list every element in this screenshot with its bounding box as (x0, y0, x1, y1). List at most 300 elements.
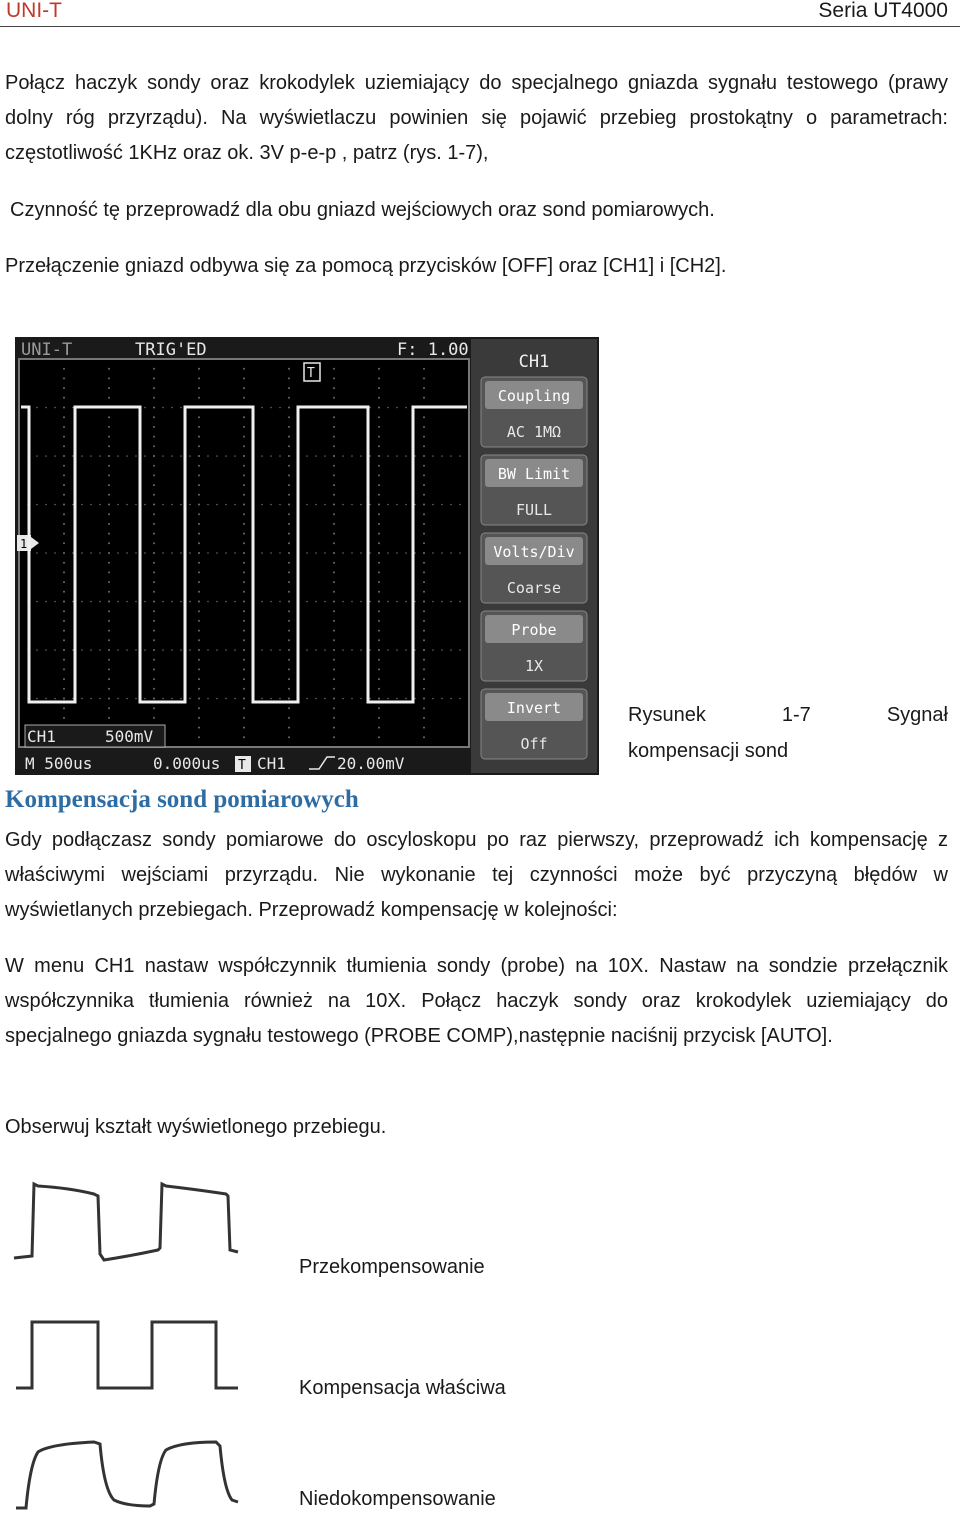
grid-dot (423, 581, 425, 583)
grid-dot (108, 542, 110, 544)
grid-dot (288, 465, 290, 467)
grid-dot (153, 426, 155, 428)
grid-dot (261, 649, 263, 651)
grid-dot (54, 407, 56, 409)
section-paragraph-2: W menu CH1 nastaw współczynnik tłumienia sondy (probe) na 10X. Nastaw na sondzie przełącznik współczynnika tłumienia również na 10X. Połącz haczyk sondy oraz krokodylek uziemiający do specjalnego gniazda sygnału testowego (PROBE COMP),następnie naciśnij przycisk [AUTO]. (5, 955, 948, 1047)
grid-dot (81, 504, 83, 506)
grid-dot (378, 571, 380, 573)
grid-dot (378, 465, 380, 467)
grid-dot (360, 698, 362, 700)
grid-dot (171, 455, 173, 457)
grid-dot (423, 368, 425, 370)
grid-dot (288, 552, 290, 554)
header-series: Seria UT4000 (818, 0, 948, 22)
grid-dot (432, 552, 434, 554)
grid-dot (63, 484, 65, 486)
grid-dot (288, 620, 290, 622)
grid-dot (333, 368, 335, 370)
grid-dot (198, 387, 200, 389)
offset-readout: 0.000us (153, 754, 221, 773)
grid-dot (153, 678, 155, 680)
grid-dot (288, 513, 290, 515)
grid-dot (243, 416, 245, 418)
menu-item-value: FULL (515, 501, 553, 519)
grid-dot (63, 717, 65, 719)
menu-title: CH1 (518, 352, 550, 372)
grid-dot (153, 620, 155, 622)
grid-dot (432, 455, 434, 457)
grid-dot (171, 698, 173, 700)
grid-dot (171, 407, 173, 409)
grid-dot (108, 494, 110, 496)
grid-dot (288, 591, 290, 593)
grid-dot (243, 717, 245, 719)
grid-dot (342, 552, 344, 554)
grid-dot (45, 407, 47, 409)
grid-dot (270, 601, 272, 603)
grid-dot (198, 601, 200, 603)
grid-dot (288, 377, 290, 379)
grid-dot (423, 445, 425, 447)
grid-dot (54, 455, 56, 457)
grid-dot (63, 668, 65, 670)
grid-dot (441, 601, 443, 603)
grid-dot (63, 581, 65, 583)
grid-dot (441, 552, 443, 554)
grid-dot (396, 504, 398, 506)
grid-dot (99, 601, 101, 603)
grid-dot (108, 552, 110, 554)
grid-dot (423, 562, 425, 564)
grid-dot (333, 727, 335, 729)
grid-dot (243, 426, 245, 428)
grid-dot (162, 407, 164, 409)
grid-dot (153, 416, 155, 418)
grid-dot (333, 688, 335, 690)
grid-dot (243, 649, 245, 651)
grid-dot (360, 504, 362, 506)
grid-dot (234, 601, 236, 603)
grid-dot (360, 649, 362, 651)
grid-dot (243, 368, 245, 370)
grid-dot (261, 407, 263, 409)
grid-dot (351, 601, 353, 603)
grid-dot (333, 523, 335, 525)
grid-dot (288, 484, 290, 486)
grid-dot (288, 649, 290, 651)
grid-dot (144, 504, 146, 506)
grid-dot (81, 649, 83, 651)
grid-dot (198, 639, 200, 641)
grid-dot (378, 562, 380, 564)
grid-dot (378, 397, 380, 399)
grid-dot (288, 610, 290, 612)
grid-dot (315, 649, 317, 651)
grid-dot (423, 639, 425, 641)
grid-dot (198, 630, 200, 632)
grid-dot (279, 698, 281, 700)
grid-dot (333, 620, 335, 622)
oscilloscope-screen (15, 337, 599, 775)
grid-dot (171, 504, 173, 506)
grid-dot (135, 649, 137, 651)
grid-dot (333, 571, 335, 573)
grid-dot (243, 513, 245, 515)
grid-dot (459, 455, 461, 457)
grid-dot (153, 436, 155, 438)
grid-dot (162, 455, 164, 457)
grid-dot (315, 601, 317, 603)
grid-dot (405, 601, 407, 603)
grid-dot (63, 436, 65, 438)
grid-dot (45, 504, 47, 506)
grid-dot (387, 552, 389, 554)
grid-dot (225, 552, 227, 554)
grid-dot (90, 455, 92, 457)
caption-word-2: 1-7 (781, 704, 811, 726)
grid-dot (243, 591, 245, 593)
grid-dot (423, 591, 425, 593)
grid-dot (63, 571, 65, 573)
grid-dot (216, 649, 218, 651)
grid-dot (153, 698, 155, 700)
grid-dot (198, 523, 200, 525)
grid-dot (99, 455, 101, 457)
grid-dot (378, 445, 380, 447)
grid-dot (63, 397, 65, 399)
grid-dot (207, 601, 209, 603)
grid-dot (36, 407, 38, 409)
grid-dot (423, 542, 425, 544)
trigger-status: TRIG'ED (135, 340, 207, 360)
grid-dot (288, 668, 290, 670)
grid-dot (99, 552, 101, 554)
grid-dot (243, 736, 245, 738)
grid-dot (99, 649, 101, 651)
grid-dot (108, 707, 110, 709)
grid-dot (63, 426, 65, 428)
grid-dot (198, 513, 200, 515)
grid-dot (63, 504, 65, 506)
grid-dot (198, 727, 200, 729)
grid-dot (108, 562, 110, 564)
grid-dot (432, 504, 434, 506)
grid-dot (333, 513, 335, 515)
section-paragraph-1: Gdy podłączasz sondy pomiarowe do oscyloskopu po raz pierwszy, przeprowadź ich kompensację z właściwymi wejściami przyrządu. Nie wykonanie tej czynności może być przyczyną błędów w wyświetlanych przebiegach. Przeprowadź kompensację w kolejności: (5, 829, 948, 921)
grid-dot (153, 368, 155, 370)
page-header (0, 0, 960, 27)
grid-dot (378, 591, 380, 593)
menu-item-value: AC 1MΩ (506, 423, 562, 441)
grid-dot (333, 504, 335, 506)
grid-dot (378, 377, 380, 379)
grid-dot (189, 455, 191, 457)
grid-dot (189, 698, 191, 700)
grid-dot (378, 504, 380, 506)
grid-dot (198, 504, 200, 506)
grid-dot (405, 649, 407, 651)
grid-dot (63, 513, 65, 515)
grid-dot (63, 387, 65, 389)
grid-dot (342, 455, 344, 457)
grid-dot (135, 552, 137, 554)
grid-dot (144, 601, 146, 603)
grid-dot (261, 698, 263, 700)
grid-dot (342, 601, 344, 603)
scope-display (15, 337, 599, 775)
grid-dot (423, 649, 425, 651)
grid-dot (198, 397, 200, 399)
grid-dot (450, 649, 452, 651)
grid-dot (405, 552, 407, 554)
grid-dot (153, 387, 155, 389)
grid-dot (117, 504, 119, 506)
grid-dot (342, 649, 344, 651)
grid-dot (108, 368, 110, 370)
grid-dot (153, 639, 155, 641)
grid-dot (198, 436, 200, 438)
grid-dot (162, 649, 164, 651)
grid-dot (423, 523, 425, 525)
grid-dot (333, 717, 335, 719)
grid-dot (189, 552, 191, 554)
grid-dot (198, 591, 200, 593)
grid-dot (378, 407, 380, 409)
grid-dot (153, 562, 155, 564)
grid-dot (423, 659, 425, 661)
grid-dot (45, 601, 47, 603)
grid-dot (63, 474, 65, 476)
grid-dot (360, 455, 362, 457)
grid-dot (378, 387, 380, 389)
grid-dot (387, 698, 389, 700)
grid-dot (405, 407, 407, 409)
grid-dot (243, 552, 245, 554)
grid-dot (198, 562, 200, 564)
grid-dot (288, 474, 290, 476)
grid-dot (423, 668, 425, 670)
waveform-label-overcompensated: Przekompensowanie (299, 1256, 485, 1278)
grid-dot (108, 455, 110, 457)
grid-dot (162, 504, 164, 506)
grid-dot (198, 552, 200, 554)
grid-dot (162, 601, 164, 603)
grid-dot (360, 552, 362, 554)
grid-dot (333, 581, 335, 583)
grid-dot (333, 474, 335, 476)
grid-dot (306, 455, 308, 457)
grid-dot (108, 571, 110, 573)
grid-dot (225, 455, 227, 457)
menu-item-label: BW Limit (497, 465, 571, 483)
grid-dot (378, 659, 380, 661)
grid-dot (261, 455, 263, 457)
grid-dot (423, 436, 425, 438)
grid-dot (81, 455, 83, 457)
grid-dot (333, 377, 335, 379)
grid-dot (405, 455, 407, 457)
grid-dot (306, 504, 308, 506)
grid-dot (108, 678, 110, 680)
grid-dot (198, 465, 200, 467)
grid-dot (63, 523, 65, 525)
intro-paragraph-2: Czynność tę przeprowadź dla obu gniazd wejściowych oraz sond pomiarowych. (10, 199, 715, 221)
grid-dot (63, 678, 65, 680)
grid-dot (90, 504, 92, 506)
grid-dot (63, 620, 65, 622)
grid-dot (153, 407, 155, 409)
grid-dot (153, 717, 155, 719)
grid-dot (63, 639, 65, 641)
grid-dot (288, 416, 290, 418)
grid-dot (243, 387, 245, 389)
grid-dot (423, 397, 425, 399)
grid-dot (198, 426, 200, 428)
grid-dot (198, 455, 200, 457)
grid-dot (378, 426, 380, 428)
grid-dot (198, 707, 200, 709)
grid-dot (153, 610, 155, 612)
grid-dot (108, 717, 110, 719)
grid-dot (108, 591, 110, 593)
scope-brand: UNI-T (21, 340, 73, 360)
grid-dot (180, 504, 182, 506)
grid-dot (306, 698, 308, 700)
grid-dot (378, 649, 380, 651)
grid-dot (126, 552, 128, 554)
grid-dot (288, 659, 290, 661)
grid-dot (135, 455, 137, 457)
grid-dot (270, 504, 272, 506)
grid-dot (288, 387, 290, 389)
grid-dot (63, 601, 65, 603)
grid-dot (243, 610, 245, 612)
grid-dot (423, 465, 425, 467)
grid-dot (333, 426, 335, 428)
grid-dot (378, 736, 380, 738)
grid-dot (288, 581, 290, 583)
grid-dot (315, 552, 317, 554)
grid-dot (288, 397, 290, 399)
grid-dot (243, 620, 245, 622)
grid-dot (144, 455, 146, 457)
grid-dot (288, 504, 290, 506)
grid-dot (378, 581, 380, 583)
grid-dot (198, 542, 200, 544)
grid-dot (288, 436, 290, 438)
grid-dot (351, 698, 353, 700)
grid-dot (288, 571, 290, 573)
grid-dot (423, 552, 425, 554)
intro-paragraph-3: Przełączenie gniazd odbywa się za pomocą przycisków [OFF] oraz [CH1] i [CH2]. (5, 255, 727, 277)
grid-dot (234, 552, 236, 554)
grid-dot (342, 698, 344, 700)
grid-dot (396, 698, 398, 700)
grid-dot (423, 513, 425, 515)
grid-dot (243, 678, 245, 680)
grid-dot (108, 484, 110, 486)
grid-dot (324, 504, 326, 506)
grid-dot (405, 504, 407, 506)
grid-dot (153, 668, 155, 670)
grid-dot (279, 455, 281, 457)
grid-dot (288, 639, 290, 641)
grid-dot (126, 601, 128, 603)
grid-dot (108, 445, 110, 447)
ch1-scale-value: 500mV (105, 727, 154, 746)
grid-dot (315, 455, 317, 457)
grid-dot (198, 571, 200, 573)
grid-dot (225, 504, 227, 506)
grid-dot (333, 659, 335, 661)
grid-dot (135, 601, 137, 603)
grid-dot (117, 601, 119, 603)
grid-dot (54, 698, 56, 700)
grid-dot (243, 601, 245, 603)
grid-dot (153, 445, 155, 447)
grid-dot (198, 377, 200, 379)
grid-dot (306, 601, 308, 603)
grid-dot (342, 504, 344, 506)
grid-dot (63, 630, 65, 632)
grid-dot (288, 407, 290, 409)
grid-dot (423, 426, 425, 428)
grid-dot (153, 504, 155, 506)
grid-dot (288, 630, 290, 632)
grid-dot (423, 387, 425, 389)
menu-item-label: Volts/Div (493, 543, 575, 561)
grid-dot (54, 649, 56, 651)
grid-dot (288, 494, 290, 496)
grid-dot (378, 494, 380, 496)
grid-dot (189, 601, 191, 603)
proper-compensation-waveform (10, 1314, 240, 1394)
grid-dot (333, 552, 335, 554)
grid-dot (234, 504, 236, 506)
grid-dot (45, 649, 47, 651)
grid-dot (423, 630, 425, 632)
grid-dot (288, 727, 290, 729)
overcompensated-waveform (10, 1176, 240, 1266)
section-paragraph-3: Obserwuj kształt wyświetlonego przebiegu. (5, 1116, 387, 1138)
grid-dot (198, 688, 200, 690)
grid-dot (423, 610, 425, 612)
grid-dot (279, 649, 281, 651)
grid-dot (333, 639, 335, 641)
grid-dot (288, 698, 290, 700)
grid-dot (45, 455, 47, 457)
grid-dot (99, 504, 101, 506)
grid-dot (423, 571, 425, 573)
grid-dot (243, 542, 245, 544)
grid-dot (261, 601, 263, 603)
grid-dot (243, 484, 245, 486)
grid-dot (108, 377, 110, 379)
grid-dot (243, 639, 245, 641)
menu-item-label: Probe (511, 621, 557, 639)
grid-dot (396, 649, 398, 651)
grid-dot (243, 727, 245, 729)
grid-dot (387, 601, 389, 603)
grid-dot (63, 416, 65, 418)
grid-dot (288, 445, 290, 447)
grid-dot (243, 397, 245, 399)
grid-dot (90, 649, 92, 651)
grid-dot (180, 552, 182, 554)
grid-dot (126, 649, 128, 651)
grid-dot (198, 484, 200, 486)
menu-item-value: Coarse (506, 579, 562, 597)
